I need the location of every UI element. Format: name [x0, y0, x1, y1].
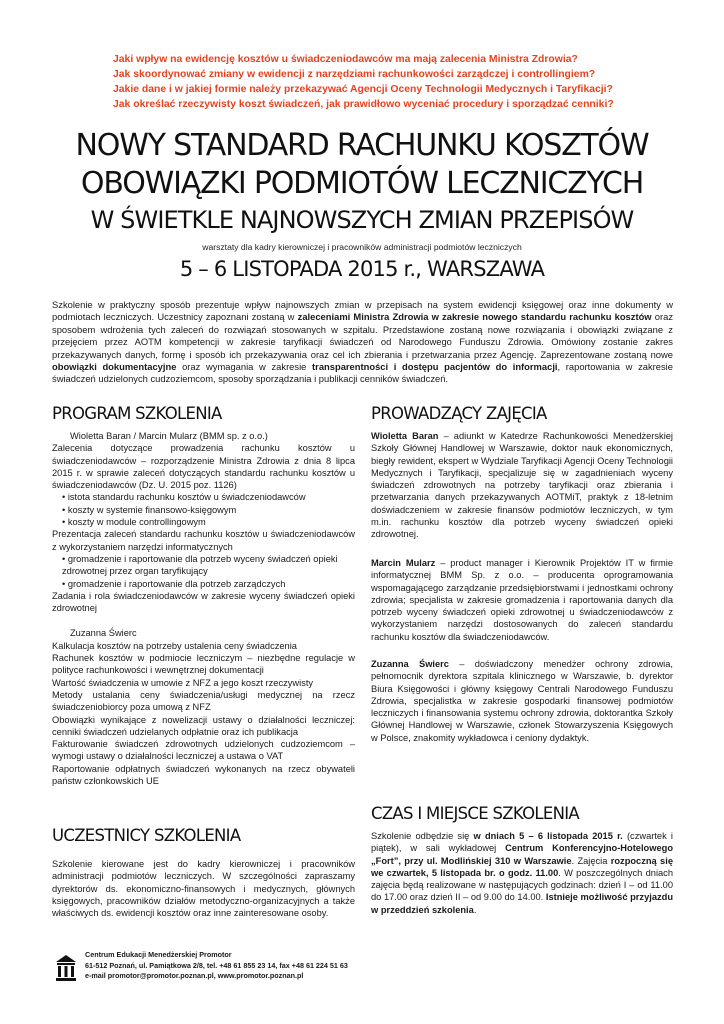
participants-text: Szkolenie kierowane jest do kadry kierowniczej i pracowników administracji podmiotów leczniczych. W szczególności zapraszamy dyrektorów ds. ekonomiczno-finansowych i medycznych, głównych księgowych, pracowników działów metodyczno-organizacyjnych a także właściwych ds. ewidencji kosztów oraz inne zainteresowane osoby. [52, 859, 355, 919]
program-speakers-2: Zuzanna Świerc [70, 628, 137, 639]
intro-bold-2: obowiązki dokumentacyjne [52, 361, 177, 373]
program-bullet-text: koszty w systemie finansowo-księgowym [67, 504, 237, 515]
program-item: Fakturowanie świadczeń zdrowotnych udzielonych cudzoziemcom – wymogi ustawy o działalności leczniczej a ustawa o VAT [52, 739, 355, 762]
trainers-heading: PROWADZĄCY ZAJĘCIA [371, 404, 547, 423]
trainer-bio-text: – adiunkt w Katedrze Rachunkowości Menedżerskiej Szkoły Głównej Handlowej w Warszawie, doktor nauk ekonomicznych, biegły rewident, ekspert w Wydziale Taryfikacji Agencji Oceny Technologii Medycznych i Taryfikacji, specjalizuje się w zagadnieniach wyceny świadczeń zdrowotnych na potrzeby taryfikacji oraz zbierania i przetwarzania danych przekazywanych AOTMiT, praktyk z 18-letnim doświadczeniem w zakresie finansów podmiotów leczniczych, w tym m.in. rachunku kosztów dla potrzeb wyceny świadczeń opieki zdrowotnej. [371, 431, 674, 540]
footer-email-www[interactable]: e-mail promotor@promotor.poznan.pl, www.promotor.poznan.pl [85, 971, 304, 981]
program-bullet: • gromadzenie i raportowanie dla potrzeb zarządczych [62, 578, 286, 589]
program-bullet: • koszty w module controllingowym [62, 517, 206, 528]
institution-logo-icon [55, 954, 77, 982]
footer-contact [85, 950, 348, 982]
question-3: Jakie dane i w jakiej formie należy przekazywać Agencji Oceny Technologii Medycznych i Taryfikacji? [113, 84, 613, 95]
trainer-name: Wioletta Baran [371, 431, 439, 441]
question-2: Jak skoordynować zmiany w ewidencji z narzędziami rachunkowości zarządczej i controllingiem? [113, 69, 596, 80]
time-place-bold: Istnieje możliwość przyjazdu w przeddzień szkolenia [371, 892, 673, 915]
program-item: Kalkulacja kosztów na potrzeby ustalenia ceny świadczenia [52, 640, 297, 651]
question-1: Jaki wpływ na ewidencję kosztów u świadczeniodawców ma mają zalecenia Ministra Zdrowia? [113, 54, 578, 65]
time-place-bold: rozpoczną się we czwartek, 5 listopada br. o godz. 11.00 [371, 855, 673, 878]
time-place-span: . W poszczególnych dniach zajęcia będą realizowane w następujących godzinach: dzień I – od 11.00 do 17.00 oraz dzień II – od 9.00 do 14.00. [371, 867, 674, 903]
trainer-bio-swierc [371, 658, 673, 744]
program-block-2: Prezentacja zaleceń standardu rachunku kosztów u świadczeniodawców z wykorzystaniem narzędzi informatycznych [52, 529, 355, 552]
program-bullet: • gromadzenie i raportowanie dla potrzeb wyceny świadczeń opieki zdrowotnej przez organ taryfikujący [62, 553, 338, 577]
trainer-name: Zuzanna Świerc [371, 659, 449, 669]
program-block-3: Zadania i rola świadczeniodawców w zakresie wyceny świadczeń opieki zdrowotnej [52, 590, 355, 614]
program-speakers-1: Wioletta Baran / Marcin Mularz (BMM sp. z o.o.) [70, 431, 268, 441]
intro-paragraph [52, 299, 673, 386]
participants-heading: UCZESTNICY SZKOLENIA [52, 826, 241, 845]
program-item: Wartość świadczenia w umowie z NFZ a jego koszt rzeczywisty [52, 677, 314, 688]
intro-text-3: oraz wymagania w zakresie [176, 361, 313, 373]
trainer-name: Marcin Mularz [371, 558, 436, 568]
program-bullet: • koszty w systemie finansowo-księgowym [62, 504, 237, 515]
trainer-bio-text: – doświadczony menedżer ochrony zdrowia, pełnomocnik dyrektora szpitala klinicznego w Warszawie, b. dyrektor Biura Księgowości i główny księgowy Centrali Narodowego Funduszu Zdrowia, specjalistka w zakresie gospodarki finansowej podmiotów leczniczych i finansowania systemu ochrony zdrowia, doktorantka Szkoły Głównej Handlowej w Warszawie, członek Stowarzyszenia Księgowych w Polsce, znakomity wykładowca i ceniony dydaktyk. [371, 659, 673, 743]
program-bullet: • istota standardu rachunku kosztów u świadczeniodawców [62, 492, 306, 503]
trainer-bio-baran [371, 430, 673, 541]
program-item: Metody ustalania ceny świadczenia/usługi medycznej na rzecz świadczeniobiorcy poza umową z NFZ [52, 689, 355, 713]
time-place-span: (czwartek i piątek), w sali wykładowej [371, 831, 673, 854]
date-location: 5 – 6 LISTOPADA 2015 r., WARSZAWA [179, 257, 545, 281]
program-heading: PROGRAM SZKOLENIA [52, 404, 222, 423]
lead-questions [113, 52, 693, 112]
program-block-1: Zalecenia dotyczące prowadzenia rachunku kosztów u świadczeniodawców – rozporządzenie Ministra Zdrowia z dnia 8 lipca 2015 r. w sprawie zaleceń dotyczących standardu rachunku kosztów u świadczeniodawców (Dz. U. 2015 poz. 1126) [52, 443, 355, 491]
title-line-2: OBOWIĄZKI PODMIOTÓW LECZNICZYCH [80, 166, 644, 201]
program-bullet-text: istota standardu rachunku kosztów u świadczeniodawców [67, 492, 306, 503]
title-line-1: NOWY STANDARD RACHUNKU KOSZTÓW [75, 128, 649, 163]
intro-text-2: oraz sposobem wdrożenia tych zaleceń do rozwiązań stosowanych w szpitalu. Przedstawione zostaną nowe rozwiązania i obowiązki związane z przejęciem przez AOTM kompetencji w zakresie taryfikacji świadczeń od Narodowego Funduszu Zdrowia. Omówiony zostanie zakres przekazywanych danych, formę i sposób ich przekazywania oraz cel ich zbierania i przetwarzania przez Agencję. Zaprezentowane zostaną nowe [52, 311, 674, 360]
intro-text-4: , raportowania w zakresie świadczeń udzielonych cudzoziemcom, sposoby sporządzania i publikacji cenników świadczeń. [52, 361, 673, 385]
intro-text-1: Szkolenie w praktyczny sposób prezentuje wpływ najnowszych zmian w przepisach na system ewidencji księgowej oraz inne dokumenty w podmiotach leczniczych. Uczestnicy zapoznani zostaną w [52, 299, 673, 323]
time-place-span: Szkolenie odbędzie się [371, 831, 474, 841]
program-item: Rachunek kosztów w podmiocie leczniczym – niezbędne regulacje w polityce rachunkowości i wewnętrznej dokumentacji [52, 653, 355, 676]
program-item: Raportowanie odpłatnych świadczeń wykonanych na rzecz obywateli państw członkowskich UE [52, 763, 355, 787]
program-bullet-text: gromadzenie i raportowanie dla potrzeb zarządczych [67, 578, 286, 589]
title-line-3: W ŚWIETKLE NAJNOWSZYCH ZMIAN PRZEPISÓW [90, 206, 634, 234]
program-body [52, 430, 355, 787]
time-place-bold: Centrum Konferencyjno-Hotelowego „Fort”, przy ul. Modlińskiej 310 w Warszawie [371, 843, 673, 866]
time-place-heading: CZAS I MIEJSCE SZKOLENIA [371, 804, 579, 823]
time-place-span: . Zajęcia [571, 855, 611, 866]
question-4: Jak określać rzeczywisty koszt świadczeń, jak prawidłowo wyceniać procedury i sporządzać cenniki? [113, 99, 614, 110]
time-place-span: . [473, 904, 477, 915]
program-bullet-text: gromadzenie i raportowanie dla potrzeb wyceny świadczeń opieki zdrowotnej przez organ taryfikujący [62, 553, 338, 577]
program-item: Obowiązki wynikające z nowelizacji ustawy o działalności leczniczej: cenniki świadczeń udzielanych odpłatnie oraz ich publikacja [52, 714, 355, 737]
subtitle: warsztaty dla kadry kierowniczej i pracowników administracji podmiotów leczniczych [202, 242, 522, 252]
time-place-bold: w dniach 5 – 6 listopada 2015 r. [473, 831, 623, 841]
intro-bold-1: zaleceniami Ministra Zdrowia w zakresie nowego standardu rachunku kosztów [297, 311, 652, 323]
footer-org: Centrum Edukacji Menedżerskiej Promotor [85, 950, 232, 959]
time-place-text [371, 830, 673, 916]
program-bullet-text: koszty w module controllingowym [67, 517, 206, 528]
trainer-bio-text: – product manager i Kierownik Projektów IT w firmie informatycznej BMM Sp. z o.o. – producenta oprogramowania wspomagającego zarządzanie przedsiębiorstwami i jednostkami ochrony zdrowia; specjalista w zakresie gromadzenia i raportowania danych dla potrzeb wyceny świadczeń opieki zdrowotnej u świadczeniodawców z wykorzystaniem narzędzi dostosowanych do zaleceń standardu rachunku kosztów dla świadczeniodawców. [371, 558, 673, 642]
footer-address: 61-512 Poznań, ul. Pamiątkowa 2/8, tel. +48 61 855 23 14, fax +48 61 224 51 63 [85, 960, 348, 970]
trainer-bio-mularz [371, 557, 673, 643]
intro-bold-3: transparentności i dostępu pacjentów do informacji [312, 361, 558, 373]
